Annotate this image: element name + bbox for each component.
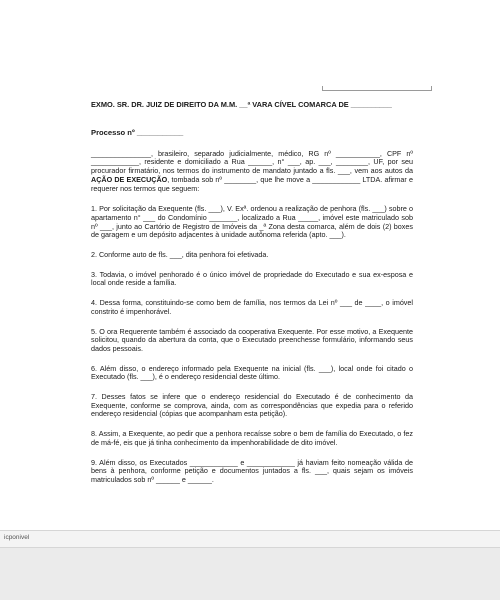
document-heading: EXMO. SR. DR. JUIZ DE DIREITO DA M.M. __ª VARA CÍVEL COMARCA DE __________ — [91, 100, 392, 109]
processo-number: Processo nº ___________ — [91, 128, 184, 137]
paragraph-8: 8. Assim, a Exequente, ao pedir que a penhora recaísse sobre o bem de família do Executado, o fez de má-fé, eis que já tinha conhecimento da impenhorabilidade de dito imóvel. — [91, 429, 413, 447]
footer-label: icponivel — [4, 534, 30, 541]
intro-paragraph: _______________, brasileiro, separado judicialmente, médico, RG nº ___________, CPF nº ____________, residente e domiciliado a Rua ______, n° ___, ap. ___, ________, UF, por seu procurador firmatário, nos termos do instrumento de mandato juntado a fls. ___, vem aos autos da AÇÃO DE EXECUÇÃO, tombada sob nº ________, que lhe move a ____________ LTDA. afirmar e requerer nos termos que seguem: — [91, 148, 413, 193]
header-bracket-line — [322, 86, 432, 91]
paragraph-4: 4. Dessa forma, constituindo-se como bem de família, nos termos da Lei nº ___ de ____, o imóvel constrito é impenhorável. — [91, 298, 413, 316]
footer-bar — [0, 530, 500, 548]
paragraph-7: 7. Desses fatos se infere que o endereço residencial do Executado é de conhecimento da Exequente, conforme se comprova, ainda, com as correspondências que expedia para o referido endereço residencial (cópias que acompanham esta petição). — [91, 392, 413, 419]
paragraph-5: 5. O ora Requerente também é associado da cooperativa Exequente. Por esse motivo, a Exequente solicitou, quando da abertura da conta, que o Executado preenchesse formulário, informando seus dados pessoais. — [91, 326, 413, 353]
document-content — [91, 100, 413, 496]
paragraph-9: 9. Além disso, os Executados ____________ e ____________ já haviam feito nomeação válida de bens à penhora, conforme petição e documentos juntados a fls. ___, quais sejam os imóveis matriculados sob nº ______ e ______. — [91, 457, 413, 484]
paragraph-3: 3. Todavia, o imóvel penhorado é o único imóvel de propriedade do Executado e sua ex-esposa e local onde reside a família. — [91, 269, 413, 288]
paragraph-6: 6. Além disso, o endereço informado pela Exequente na inicial (fls. ___), local onde foi citado o Executado (fls. ___), é o endereço residencial deste último. — [91, 363, 413, 382]
action-name-emphasis: AÇÃO DE EXECUÇÃO — [91, 174, 168, 184]
paragraph-1: 1. Por solicitação da Exequente (fls. ___), V. Exª. ordenou a realização de penhora (fls. ___) sobre o apartamento n° ___ do Condomínio _______, localizado a Rua _____, imóvel este matriculado sob nº ___, junto ao Cartório de Registro de Imóveis da _ª Zona desta comarca, além de dois (2) boxes de garagem e um depósito adjacentes à unidade autônoma referida (apto. ___). — [91, 204, 413, 240]
paragraph-2: 2. Conforme auto de fls. ___, dita penhora foi efetivada. — [91, 250, 269, 260]
